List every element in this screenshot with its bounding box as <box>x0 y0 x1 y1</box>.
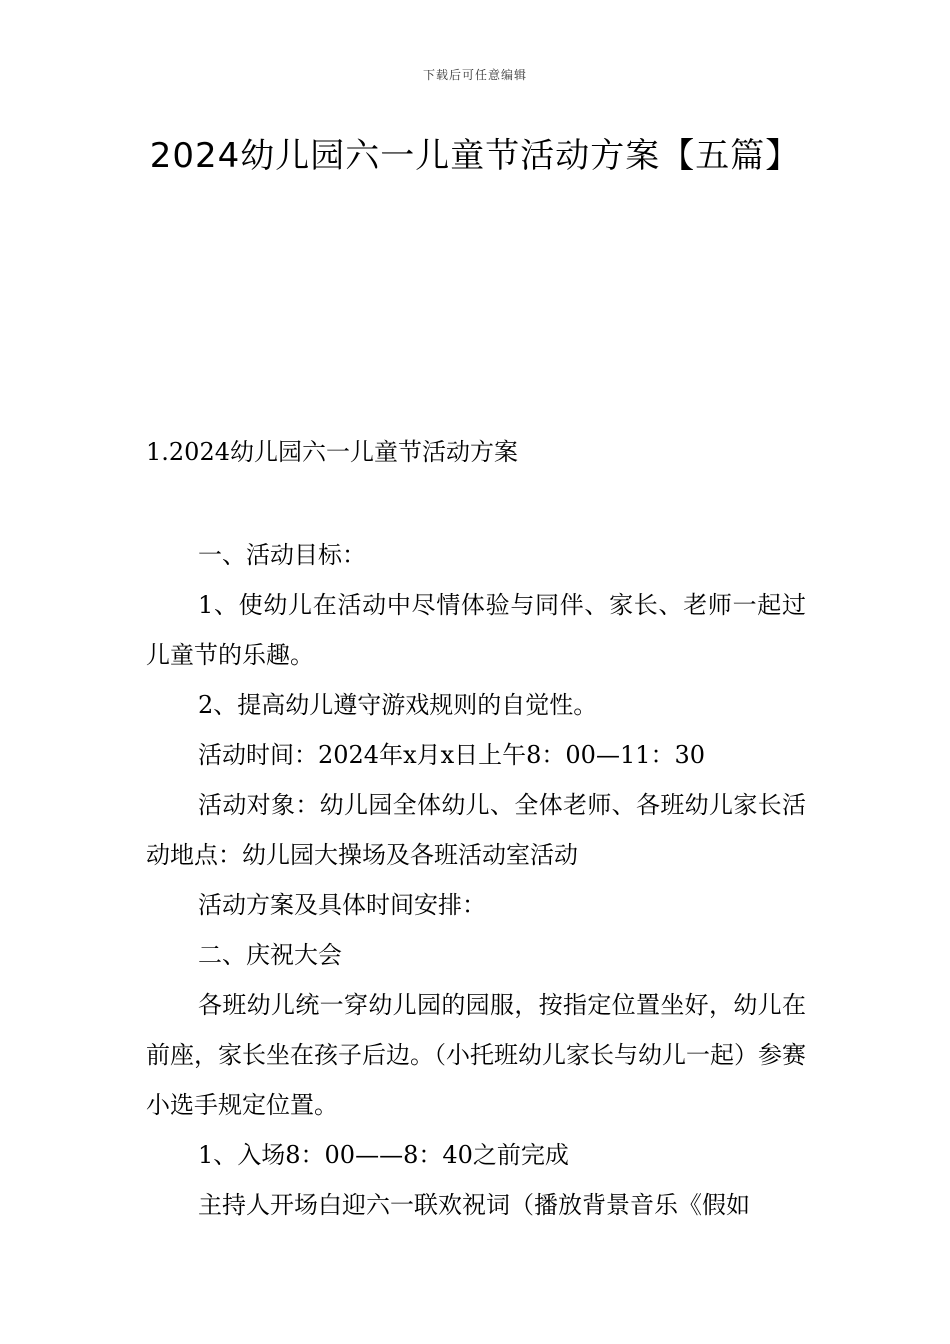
paragraph-entrance: 1、入场8：00——8：40之前完成 <box>198 1141 569 1169</box>
document-title: 2024幼儿园六一儿童节活动方案【五篇】 <box>149 136 801 176</box>
paragraph-host-opening: 主持人开场白迎六一联欢祝词（播放背景音乐《假如 <box>198 1191 750 1219</box>
page-header-note: 下载后可任意编辑 <box>422 68 527 82</box>
paragraph-activity-participants: 活动对象：幼儿园全体幼儿、全体老师、各班幼儿家长活动地点：幼儿园大操场及各班活动室活动 <box>146 791 806 869</box>
paragraph-activity-time: 活动时间：2024年x月x日上午8：00—11：30 <box>198 741 706 769</box>
document-body <box>146 530 806 1230</box>
paragraph-seating: 各班幼儿统一穿幼儿园的园服，按指定位置坐好，幼儿在前座，家长坐在孩子后边。（小托班幼儿家长与幼儿一起）参赛小选手规定位置。 <box>146 991 806 1119</box>
paragraph-schedule-heading: 活动方案及具体时间安排： <box>198 891 486 919</box>
paragraph-celebration-heading: 二、庆祝大会 <box>198 941 342 969</box>
section-title: 1.2024幼儿园六一儿童节活动方案 <box>146 438 518 466</box>
paragraph-activity-goals-heading: 一、活动目标： <box>198 541 366 569</box>
paragraph-goal-1: 1、使幼儿在活动中尽情体验与同伴、家长、老师一起过儿童节的乐趣。 <box>146 591 806 669</box>
paragraph-goal-2: 2、提高幼儿遵守游戏规则的自觉性。 <box>198 691 598 719</box>
